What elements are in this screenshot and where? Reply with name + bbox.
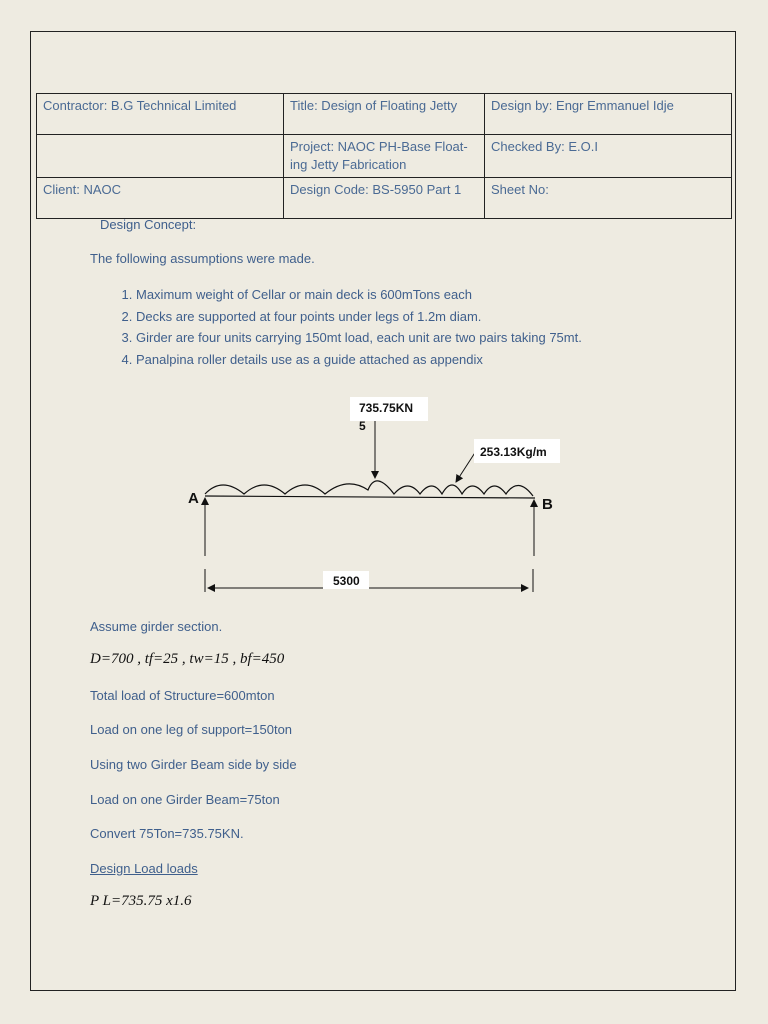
assumption-item: 1. Maximum weight of Cellar or main deck is 600mTons each: [136, 285, 582, 307]
support-b-label: B: [542, 496, 553, 513]
pl-equation: P L=735.75 x1.6: [90, 893, 192, 909]
design-concept-heading: Design Concept:: [100, 217, 197, 232]
project-cell: Project: NAOC PH-Base Float-ing Jetty Fabrication: [284, 135, 485, 178]
sheet-no-cell: Sheet No:: [485, 178, 732, 219]
leg-load-text: Load on one leg of support=150ton: [90, 722, 293, 737]
assumption-item: 2. Decks are supported at four points under legs of 1.2m diam.: [136, 307, 582, 329]
udl-wave: [205, 481, 533, 496]
section-equation: D=700 , tf=25 , tw=15 , bf=450: [90, 651, 285, 667]
support-a-label: A: [188, 490, 199, 507]
assumption-item: 4. Panalpina roller details use as a guide attached as appendix: [136, 350, 582, 372]
convert-text: Convert 75Ton=735.75KN.: [90, 826, 244, 841]
span-label: 5300: [333, 574, 360, 588]
udl-label: 253.13Kg/m: [480, 445, 547, 459]
point-load-label: 735.75KN: [359, 401, 414, 415]
two-girders-text: Using two Girder Beam side by side: [90, 757, 297, 772]
one-girder-load-text: Load on one Girder Beam=75ton: [90, 792, 280, 807]
point-load-suffix: 5: [359, 419, 366, 433]
assumptions-intro: The following assumptions were made.: [90, 251, 315, 266]
total-load-text: Total load of Structure=600mton: [90, 688, 275, 703]
client-cell: Client: NAOC: [37, 178, 284, 219]
assumption-item: 3. Girder are four units carrying 150mt load, each unit are two pairs taking 75mt.: [136, 328, 582, 350]
design-by-cell: Design by: Engr Emmanuel Idje: [485, 94, 732, 135]
design-code-cell: Design Code: BS-5950 Part 1: [284, 178, 485, 219]
contractor-cell: Contractor: B.G Technical Limited: [37, 94, 284, 135]
beam-line: [205, 496, 535, 498]
assume-section-text: Assume girder section.: [90, 619, 223, 634]
design-load-heading: Design Load loads: [90, 861, 198, 876]
checked-by-cell: Checked By: E.O.I: [485, 135, 732, 178]
title-cell: Title: Design of Floating Jetty: [284, 94, 485, 135]
